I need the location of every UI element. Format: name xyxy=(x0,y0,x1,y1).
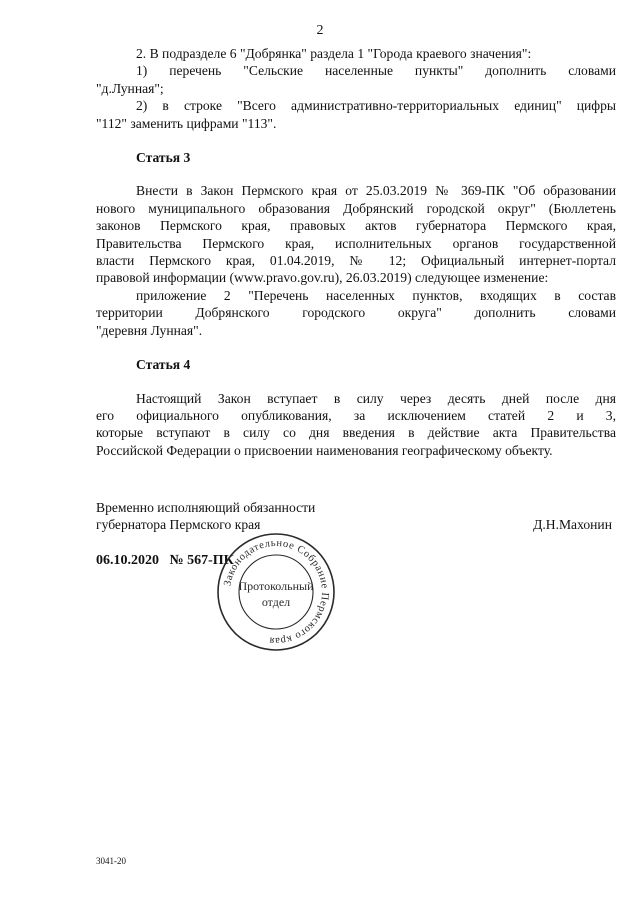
article-3-line5: власти Пермского края, 01.04.2019, № 12; Официальный интернет-портал xyxy=(96,253,616,269)
stamp-ring-text: Законодательное Собрание Пермского края xyxy=(222,537,331,647)
registration-date: 06.10.2020 xyxy=(96,553,159,568)
article-4-title: Статья 4 xyxy=(136,357,191,373)
section-2-sub1-line2: "д.Лунная"; xyxy=(96,80,164,96)
page-number: 2 xyxy=(316,23,324,38)
registration-number: № 567-ПК xyxy=(169,553,234,568)
signatory-name: Д.Н.Махонин xyxy=(533,517,612,532)
section-2-sub2-line1: 2) в строке "Всего административно-территориальных единиц" цифры xyxy=(136,98,616,114)
article-3-line7: приложение 2 "Перечень населенных пунктов, входящих в состав xyxy=(136,287,616,303)
document-body xyxy=(96,45,616,459)
section-2-item: 2. В подразделе 6 "Добрянка" раздела 1 "Города краевого значения": xyxy=(136,46,532,61)
section-2-sub1-line1: 1) перечень "Сельские населенные пункты" дополнить словами xyxy=(136,63,616,79)
article-3-line6: правовой информации (www.pravo.gov.ru), 26.03.2019) следующее изменение: xyxy=(96,270,549,286)
signature-block xyxy=(96,499,616,533)
article-4-line2: его официального опубликования, за исключением статей 2 и 3, xyxy=(96,407,616,423)
article-3-line4: Правительства Пермского края, исполнительных органов государственной xyxy=(96,235,616,251)
stamp-center-line2: отдел xyxy=(261,595,291,609)
article-4-line1: Настоящий Закон вступает в силу через десять дней после дня xyxy=(136,390,616,406)
office-stamp xyxy=(214,530,338,654)
article-3-line8: территории Добрянского городского округа" дополнить словами xyxy=(96,305,616,321)
article-3-title: Статья 3 xyxy=(136,150,191,166)
signatory-position-line2: губернатора Пермского края xyxy=(96,517,261,532)
article-3-line9: "деревня Лунная". xyxy=(96,322,203,338)
stamp-center-line1: Протокольный xyxy=(238,579,314,593)
article-3-line1: Внести в Закон Пермского края от 25.03.2019 № 369-ПК "Об образовании xyxy=(136,183,616,199)
section-2-sub2-line2: "112" заменить цифрами "113". xyxy=(96,115,277,131)
article-4-line4: Российской Федерации о присвоении наименования географическому объекту. xyxy=(96,442,553,458)
article-4-line3: которые вступают в силу со дня введения в действие акта Правительства xyxy=(96,425,616,441)
article-3-line2: нового муниципального образования Добрянский городской округ" (Бюллетень xyxy=(96,200,616,216)
footer-code: 3041-20 xyxy=(96,856,126,866)
article-3-line3: законов Пермского края, правовых актов губернатора Пермского края, xyxy=(96,218,616,234)
signatory-position-line1: Временно исполняющий обязанности xyxy=(96,500,316,515)
